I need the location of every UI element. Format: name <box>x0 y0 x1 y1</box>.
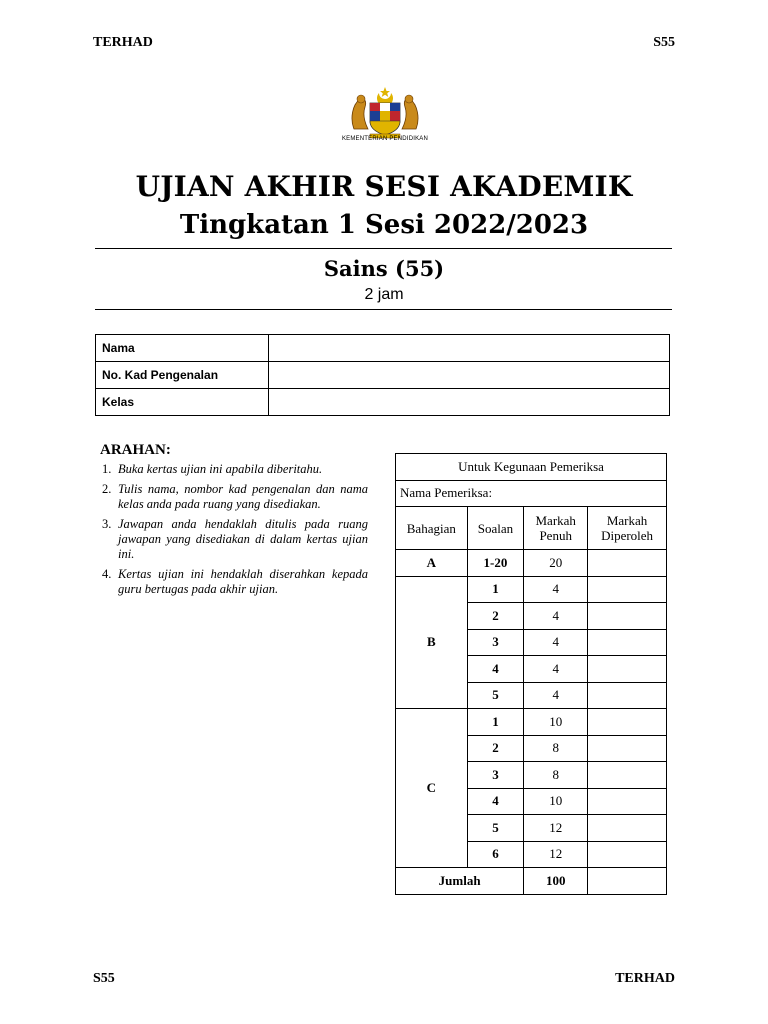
full-mark: 8 <box>524 735 588 762</box>
full-mark: 20 <box>524 550 588 577</box>
ministry-caption: KEMENTERIAN PENDIDIKAN <box>341 136 429 142</box>
section-label: C <box>396 709 468 868</box>
instruction-text: Buka kertas ujian ini apabila diberitahu. <box>118 462 323 476</box>
question-number: 2 <box>467 603 524 630</box>
ic-number-field[interactable] <box>269 362 670 389</box>
candidate-row-name <box>96 335 670 362</box>
question-number: 4 <box>467 656 524 683</box>
full-mark: 4 <box>524 656 588 683</box>
class-field[interactable] <box>269 389 670 416</box>
section-label: B <box>396 576 468 709</box>
subject-title: Sains (55) <box>323 256 445 281</box>
obtained-mark-field[interactable] <box>588 762 667 789</box>
instruction-number: 4. <box>102 567 112 581</box>
instruction-text: Tulis nama, nombor kad pengenalan dan nama kelas anda pada ruang yang disediakan. <box>118 482 368 511</box>
full-mark: 8 <box>524 762 588 789</box>
header-code: S55 <box>653 35 675 50</box>
instruction-number: 3. <box>102 517 112 531</box>
instructions-list <box>102 462 368 602</box>
total-full-mark: 100 <box>524 868 588 895</box>
obtained-mark-field[interactable] <box>588 815 667 842</box>
instruction-item <box>102 462 368 477</box>
instruction-number: 2. <box>102 482 112 496</box>
exam-duration: 2 jam <box>364 286 404 303</box>
full-mark: 10 <box>524 709 588 736</box>
instruction-item <box>102 482 368 512</box>
exam-session: Tingkatan 1 Sesi 2022/2023 <box>179 210 589 240</box>
full-mark: 4 <box>524 682 588 709</box>
column-header-obtained: Markah Diperoleh <box>588 507 667 550</box>
examiner-table-title: Untuk Kegunaan Pemeriksa <box>396 454 667 481</box>
footer-classification: TERHAD <box>615 971 675 986</box>
question-number: 5 <box>467 682 524 709</box>
column-header-section: Bahagian <box>396 507 468 550</box>
question-number: 3 <box>467 762 524 789</box>
subject-divider <box>95 309 672 310</box>
column-header-question: Soalan <box>467 507 524 550</box>
question-number: 4 <box>467 788 524 815</box>
examiner-name-label: Nama Pemeriksa: <box>396 480 667 507</box>
obtained-mark-field[interactable] <box>588 656 667 683</box>
obtained-mark-field[interactable] <box>588 576 667 603</box>
header-classification: TERHAD <box>93 35 153 50</box>
question-number: 2 <box>467 735 524 762</box>
table-row <box>396 550 667 577</box>
exam-title: UJIAN AKHIR SESI AKADEMIK <box>135 170 633 203</box>
obtained-mark-field[interactable] <box>588 709 667 736</box>
total-label: Jumlah <box>396 868 524 895</box>
question-number: 1 <box>467 576 524 603</box>
question-number: 6 <box>467 841 524 868</box>
candidate-label: Nama <box>96 335 269 362</box>
full-mark: 4 <box>524 629 588 656</box>
instruction-item <box>102 567 368 597</box>
total-obtained-field[interactable] <box>588 868 667 895</box>
table-row <box>396 709 667 736</box>
obtained-mark-field[interactable] <box>588 735 667 762</box>
obtained-mark-field[interactable] <box>588 603 667 630</box>
instruction-text: Jawapan anda hendaklah ditulis pada ruang jawapan yang disediakan di dalam kertas ujian ini. <box>118 517 368 561</box>
ministry-crest <box>340 85 430 147</box>
full-mark: 10 <box>524 788 588 815</box>
footer-code: S55 <box>93 971 115 986</box>
full-mark: 12 <box>524 841 588 868</box>
table-row <box>396 576 667 603</box>
examiner-table <box>395 453 667 895</box>
instruction-item <box>102 517 368 562</box>
column-header-full-mark: Markah Penuh <box>524 507 588 550</box>
question-number: 3 <box>467 629 524 656</box>
obtained-mark-field[interactable] <box>588 788 667 815</box>
candidate-row-ic <box>96 362 670 389</box>
obtained-mark-field[interactable] <box>588 841 667 868</box>
full-mark: 4 <box>524 603 588 630</box>
candidate-label: No. Kad Pengenalan <box>96 362 269 389</box>
question-number: 1-20 <box>467 550 524 577</box>
title-divider <box>95 248 672 249</box>
name-field[interactable] <box>269 335 670 362</box>
candidate-row-class <box>96 389 670 416</box>
question-number: 1 <box>467 709 524 736</box>
candidate-label: Kelas <box>96 389 269 416</box>
full-mark: 4 <box>524 576 588 603</box>
obtained-mark-field[interactable] <box>588 550 667 577</box>
question-number: 5 <box>467 815 524 842</box>
obtained-mark-field[interactable] <box>588 682 667 709</box>
instruction-text: Kertas ujian ini hendaklah diserahkan kepada guru bertugas pada akhir ujian. <box>118 567 368 596</box>
obtained-mark-field[interactable] <box>588 629 667 656</box>
candidate-info-table <box>95 334 670 416</box>
section-label: A <box>396 550 468 577</box>
full-mark: 12 <box>524 815 588 842</box>
instructions-heading: ARAHAN: <box>100 442 171 458</box>
total-row <box>396 868 667 895</box>
instruction-number: 1. <box>102 462 112 476</box>
